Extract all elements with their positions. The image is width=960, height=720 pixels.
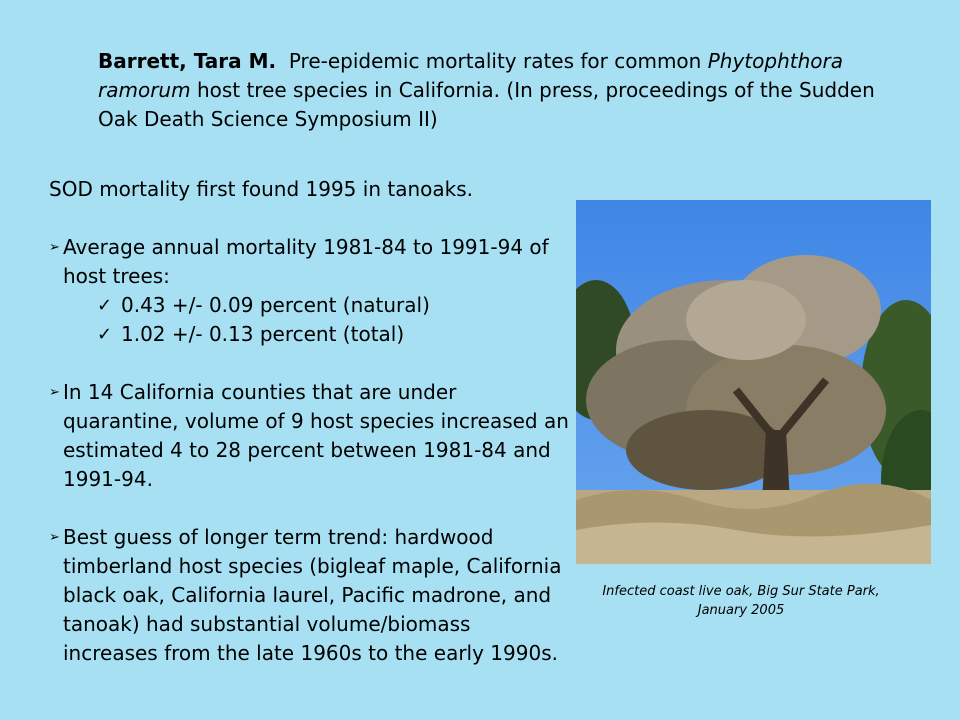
arrow-bullet-icon: ➢ <box>49 240 60 255</box>
check-item-text: 1.02 +/- 0.13 percent (total) <box>121 322 405 346</box>
arrow-bullet-icon: ➢ <box>49 530 60 545</box>
bullet-text: Average annual mortality 1981-84 to 1991-94 of host trees: <box>63 235 549 288</box>
check-item <box>49 291 569 320</box>
citation-text-before: Pre-epidemic mortality rates for common <box>288 49 702 73</box>
bullet-mortality <box>49 233 569 291</box>
oak-tree-image <box>576 200 931 564</box>
check-item-text: 0.43 +/- 0.09 percent (natural) <box>121 293 430 317</box>
citation-text-after: host tree species in California. (In press, proceedings of the Sudden Oak Death Science Symposium II) <box>98 78 875 131</box>
bullet-quarantine <box>49 378 569 494</box>
slide-body <box>49 175 569 668</box>
checkmark-icon: ✓ <box>97 295 113 316</box>
citation <box>98 47 918 134</box>
checkmark-icon: ✓ <box>97 324 113 345</box>
photo-caption: Infected coast live oak, Big Sur State Park, January 2005 <box>602 584 880 618</box>
citation-author: Barrett, Tara M. <box>98 49 277 73</box>
bullet-trend <box>49 523 569 668</box>
check-item <box>49 320 569 349</box>
bullet-text: In 14 California counties that are under quarantine, volume of 9 host species increased an estimated 4 to 28 percent between 1981-84 and 1991-94. <box>63 380 569 491</box>
arrow-bullet-icon: ➢ <box>49 385 60 400</box>
bullet-text: Best guess of longer term trend: hardwood timberland host species (bigleaf maple, California black oak, California laurel, Pacific madrone, and tanoak) had substantial volume/biomass increases from the late 1960s to the early 1990s. <box>63 525 562 665</box>
oak-photo <box>576 200 931 564</box>
citation-species: Phytophthora ramorum <box>98 49 843 102</box>
intro-text: SOD mortality first found 1995 in tanoaks. <box>49 177 473 201</box>
